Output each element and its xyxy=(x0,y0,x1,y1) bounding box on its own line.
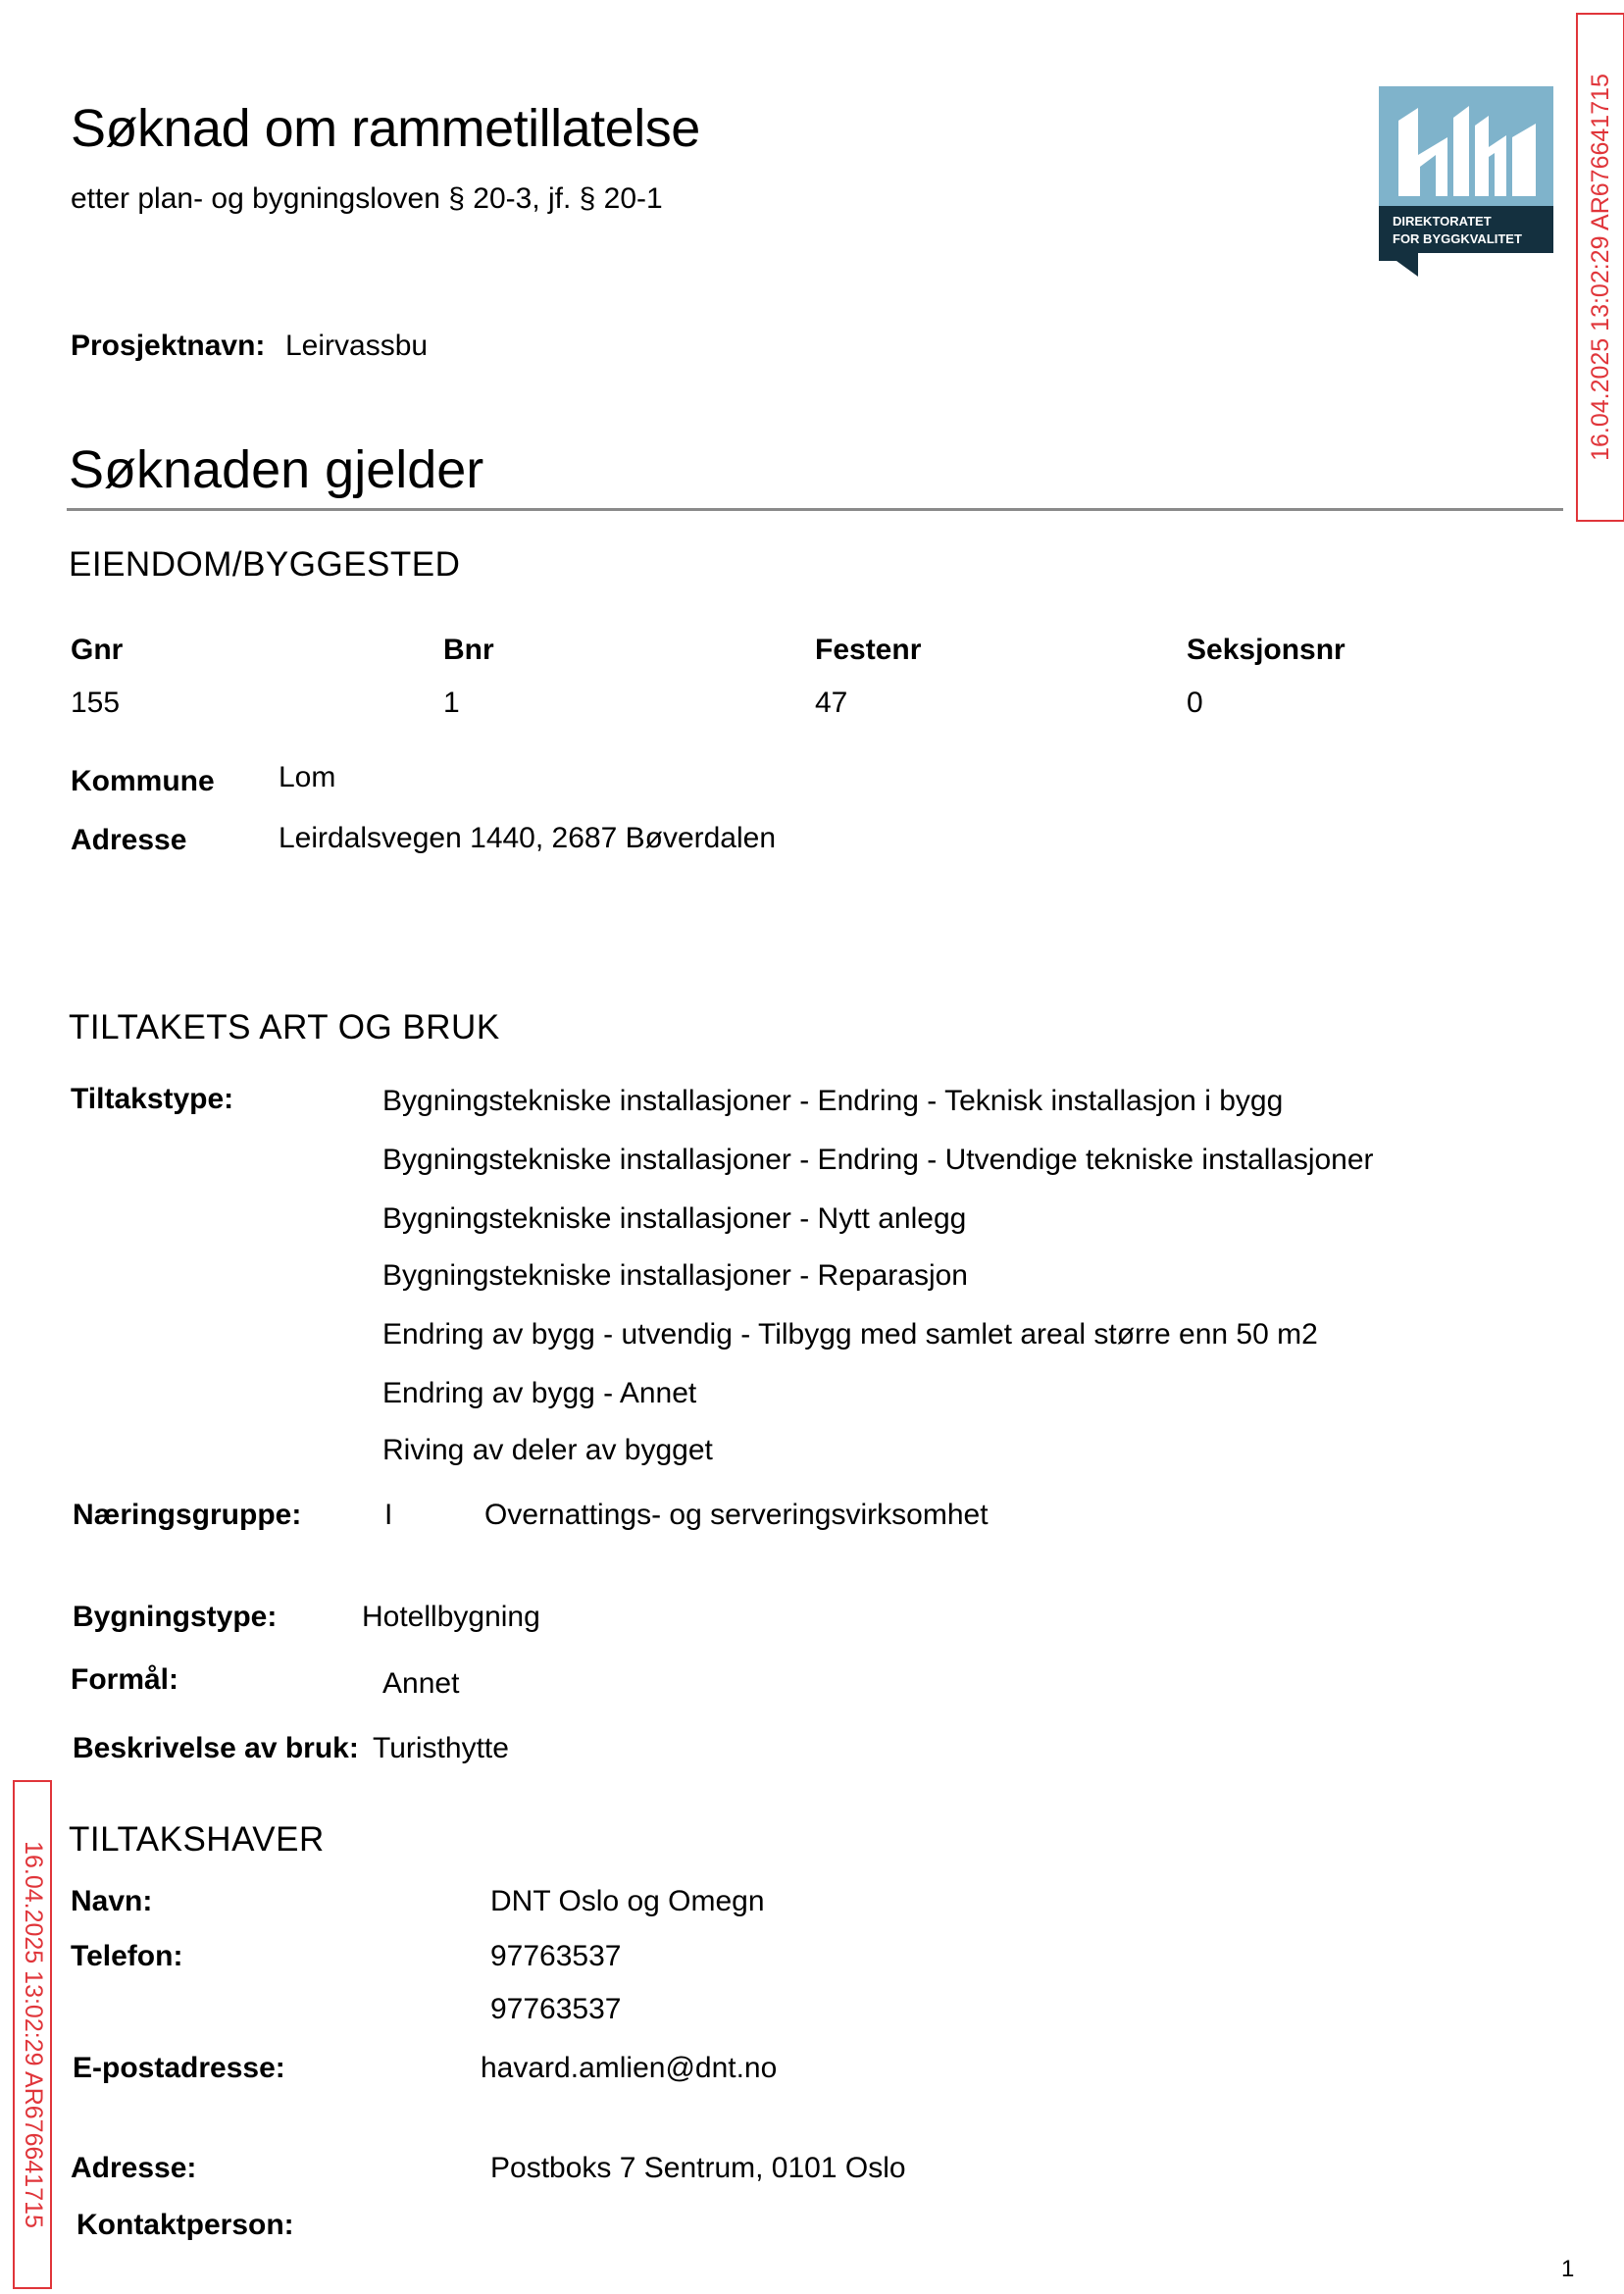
telefon-label: Telefon: xyxy=(71,1940,183,1972)
tiltakshaver-adresse-label: Adresse: xyxy=(71,2152,197,2184)
seksjonsnr-value: 0 xyxy=(1187,687,1203,719)
project-value: Leirvassbu xyxy=(285,330,429,362)
section-title: Søknaden gjelder xyxy=(69,440,484,499)
tiltakstype-item: Riving av deler av bygget xyxy=(382,1434,713,1466)
gnr-label: Gnr xyxy=(71,634,124,666)
beskrivelse-label: Beskrivelse av bruk: xyxy=(73,1732,359,1764)
tiltakstype-item: Bygningstekniske installasjoner - Reparasjon xyxy=(382,1259,968,1292)
tiltakstype-item: Endring av bygg - Annet xyxy=(382,1377,697,1409)
bygningstype-value: Hotellbygning xyxy=(362,1601,540,1633)
gnr-value: 155 xyxy=(71,687,121,719)
formal-value: Annet xyxy=(382,1667,460,1700)
page-title: Søknad om rammetillatelse xyxy=(71,99,700,158)
tiltakshaver-heading: TILTAKSHAVER xyxy=(69,1820,325,1859)
tiltakstype-item: Bygningstekniske installasjoner - Nytt anlegg xyxy=(382,1202,967,1235)
naeringsgruppe-label: Næringsgruppe: xyxy=(73,1499,302,1531)
bnr-label: Bnr xyxy=(443,634,494,666)
page-number: 1 xyxy=(1561,2256,1575,2282)
festenr-label: Festenr xyxy=(815,634,922,666)
bnr-value: 1 xyxy=(443,687,460,719)
tiltakstype-item: Endring av bygg - utvendig - Tilbygg med samlet areal større enn 50 m2 xyxy=(382,1318,1318,1351)
bygningstype-label: Bygningstype: xyxy=(73,1601,278,1633)
kontaktperson-label: Kontaktperson: xyxy=(76,2209,294,2241)
tiltakshaver-adresse-value: Postboks 7 Sentrum, 0101 Oslo xyxy=(490,2152,906,2184)
epost-value: havard.amlien@dnt.no xyxy=(481,2052,778,2084)
kommune-value: Lom xyxy=(279,761,336,793)
project-label: Prosjektnavn: xyxy=(71,330,266,362)
section-divider xyxy=(67,508,1563,511)
stamp-text: 16.04.2025 13:02:29 AR676641715 xyxy=(1586,74,1614,461)
tiltakstype-label: Tiltakstype: xyxy=(71,1083,234,1115)
seksjonsnr-label: Seksjonsnr xyxy=(1187,634,1345,666)
navn-value: DNT Oslo og Omegn xyxy=(490,1885,765,1917)
adresse-value: Leirdalsvegen 1440, 2687 Bøverdalen xyxy=(279,822,777,854)
adresse-label: Adresse xyxy=(71,824,187,856)
tiltakstype-item: Bygningstekniske installasjoner - Endring - Utvendige tekniske installasjoner xyxy=(382,1144,1374,1176)
telefon-value: 97763537 xyxy=(490,1993,622,2025)
formal-label: Formål: xyxy=(71,1663,179,1696)
naeringsgruppe-code: I xyxy=(384,1499,393,1531)
telefon-value: 97763537 xyxy=(490,1940,622,1972)
kommune-label: Kommune xyxy=(71,765,215,797)
logo-text-line2: FOR BYGGKVALITET xyxy=(1393,231,1522,246)
property-heading: EIENDOM/BYGGESTED xyxy=(69,545,461,584)
beskrivelse-value: Turisthytte xyxy=(373,1732,509,1764)
dibk-logo xyxy=(1379,86,1553,277)
stamp-text: 16.04.2025 13:02:29 AR676641715 xyxy=(19,1841,47,2228)
tiltak-heading: TILTAKETS ART OG BRUK xyxy=(69,1008,500,1046)
page-subtitle: etter plan- og bygningsloven § 20-3, jf. § 20-1 xyxy=(71,182,663,215)
tiltakstype-item: Bygningstekniske installasjoner - Endring - Teknisk installasjon i bygg xyxy=(382,1085,1284,1117)
timestamp-stamp-top xyxy=(1576,13,1624,522)
dibk-logo-icon xyxy=(1379,86,1553,277)
logo-text-line1: DIREKTORATET xyxy=(1393,214,1492,229)
epost-label: E-postadresse: xyxy=(73,2052,285,2084)
naeringsgruppe-value: Overnattings- og serveringsvirksomhet xyxy=(484,1499,989,1531)
navn-label: Navn: xyxy=(71,1885,153,1917)
timestamp-stamp-bottom xyxy=(13,1780,52,2289)
festenr-value: 47 xyxy=(815,687,848,719)
